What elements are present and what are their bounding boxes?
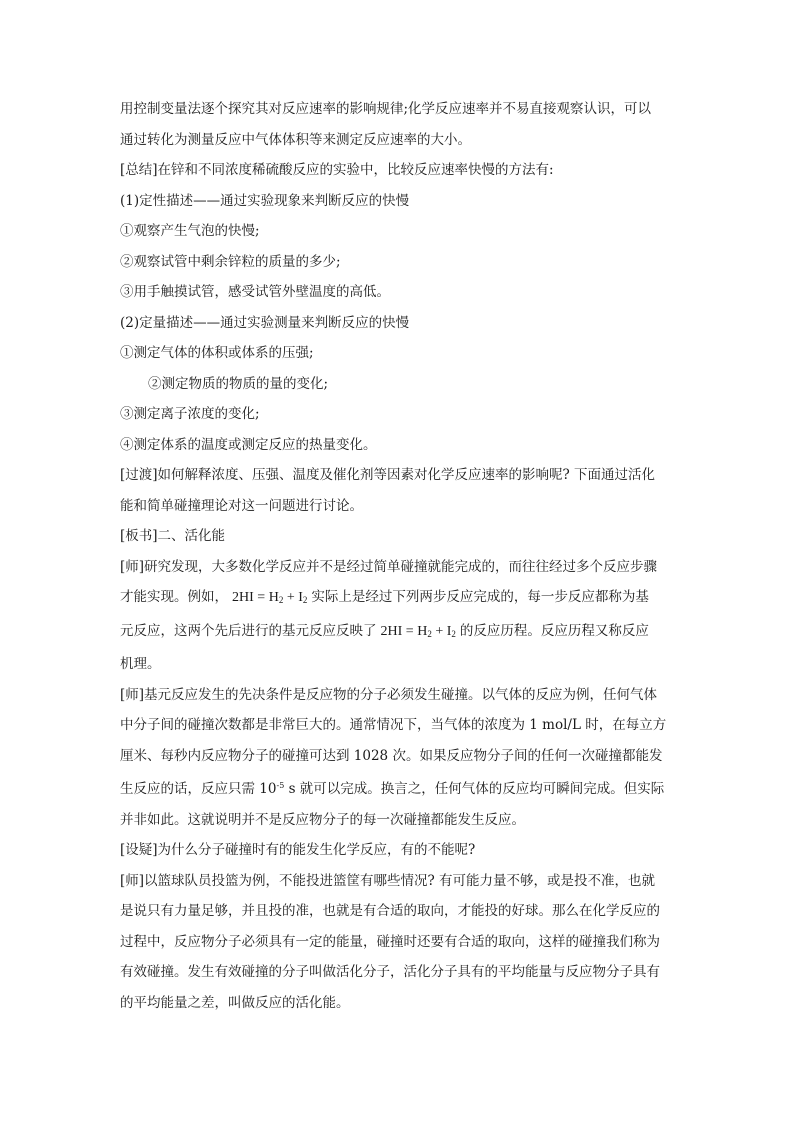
qualitative-heading: (1)定性描述——通过实验现象来判断反应的快慢 (120, 192, 410, 209)
text-line: 用控制变量法逐个探究其对反应速率的影响规律;化学反应速率并不易直接观察认识，可以 (120, 101, 652, 117)
formula-part: 2HI (232, 590, 254, 605)
intro-paragraph (120, 100, 680, 149)
quantitative-item: ④测定体系的温度或测定反应的热量变化。 (120, 436, 377, 453)
transition-paragraph (120, 466, 680, 515)
quantitative-heading: (2)定量描述——通过实验测量来判断反应的快慢 (120, 314, 410, 331)
formula-part: + (431, 623, 447, 639)
formula-subscript: 2 (427, 628, 432, 639)
formula-subscript: 2 (302, 595, 308, 605)
formula-part: H (268, 590, 279, 605)
text-line: 是说只有力量足够，并且投的准，也就是有合适的取向，才能投的好球。那么在化学反应的 (120, 903, 660, 919)
text-segment: 实际上是经过下列两步反应完成的，每一步反应都称为基 (311, 589, 649, 605)
formula-subscript: 2 (451, 628, 456, 639)
quantitative-item: ②测定物质的物质的量的变化; (148, 375, 329, 392)
document-page (120, 100, 680, 1024)
text-line: [师]以篮球队员投篮为例，不能投进篮筐有哪些情况? 有可能力量不够，或是投不准，也就 (120, 872, 656, 889)
qualitative-item: ①观察产生气泡的快慢; (120, 223, 260, 239)
teacher-paragraph-2 (120, 686, 680, 829)
text-line: 厘米、每秒内反应物分子的碰撞可达到 1028 次。如果反应物分子间的任何一次碰撞都能发 (120, 747, 663, 764)
reaction-formula (377, 624, 460, 639)
text-line: [师]研究发现，大多数化学反应并不是经过简单碰撞就能完成的，而往往经过多个反应步骤 (120, 558, 658, 575)
board-heading: [板书]二、活化能 (120, 528, 226, 544)
formula-part: + (283, 590, 299, 605)
qualitative-item: ②观察试管中剩余锌粒的质量的多少; (120, 253, 341, 270)
qualitative-item: ③用手触摸试管，感受试管外壁温度的高低。 (120, 284, 390, 300)
exponent: -5 (276, 781, 285, 790)
summary-heading: [总结]在锌和不同浓度稀硫酸反应的实验中，比较反应速率快慢的方法有: (120, 162, 554, 178)
reaction-formula (228, 590, 311, 605)
text-line: 机理。 (120, 656, 161, 672)
text-line: [师]基元反应发生的先决条件是反应物的分子必须发生碰撞。以气体的反应为例，任何气体 (120, 686, 658, 703)
text-segment: 才能实现。例如， (120, 589, 228, 605)
formula-part: = (253, 590, 269, 605)
text-line: 中分子间的碰撞次数都是非常巨大的。通常情况下，当气体的浓度为 1 mol/L 时，在每立方 (120, 717, 667, 733)
text-line (120, 588, 680, 609)
text-line: 并非如此。这就说明并不是反应物分子的每一次碰撞都能发生反应。 (120, 811, 525, 828)
quantitative-item: ①测定气体的体积或体系的压强; (120, 345, 314, 361)
formula-part: = (402, 623, 418, 639)
text-line (120, 777, 680, 798)
teacher-paragraph-3 (120, 872, 680, 1012)
formula-part: I (446, 623, 452, 639)
teacher-paragraph-1 (120, 558, 680, 674)
text-line: 能和简单碰撞理论对这一问题进行讨论。 (120, 497, 363, 514)
text-segment: 的反应历程。反应历程又称反应 (459, 622, 649, 639)
formula-subscript: 2 (278, 595, 284, 605)
text-line: 通过转化为测量反应中气体体积等来测定反应速率的大小。 (120, 131, 471, 148)
formula-part: H (417, 623, 428, 639)
quantitative-item: ③测定离子浓度的变化; (120, 406, 260, 422)
text-line: 过程中，反应物分子必须具有一定的能量，碰撞时还要有合适的取向，这样的碰撞我们称为 (120, 933, 660, 950)
formula-part: 2HI (380, 623, 403, 639)
text-line: 有效碰撞。发生有效碰撞的分子叫做活化分子，活化分子具有的平均能量与反应物分子具有 (120, 964, 660, 980)
text-line (120, 622, 680, 643)
text-segment: 生反应的话，反应只需 10 (120, 781, 277, 797)
question-line: [设疑]为什么分子碰撞时有的能发生化学反应，有的不能呢? (120, 842, 476, 858)
formula-part: I (298, 590, 303, 605)
text-segment: 元反应，这两个先后进行的基元反应反映了 (120, 622, 377, 639)
text-line: [过渡]如何解释浓度、压强、温度及催化剂等因素对化学反应速率的影响呢? 下面通过活化 (120, 467, 656, 483)
text-segment: s 就可以完成。换言之，任何气体的反应均可瞬间完成。但实际 (284, 781, 665, 797)
text-line: 的平均能量之差，叫做反应的活化能。 (120, 994, 350, 1011)
